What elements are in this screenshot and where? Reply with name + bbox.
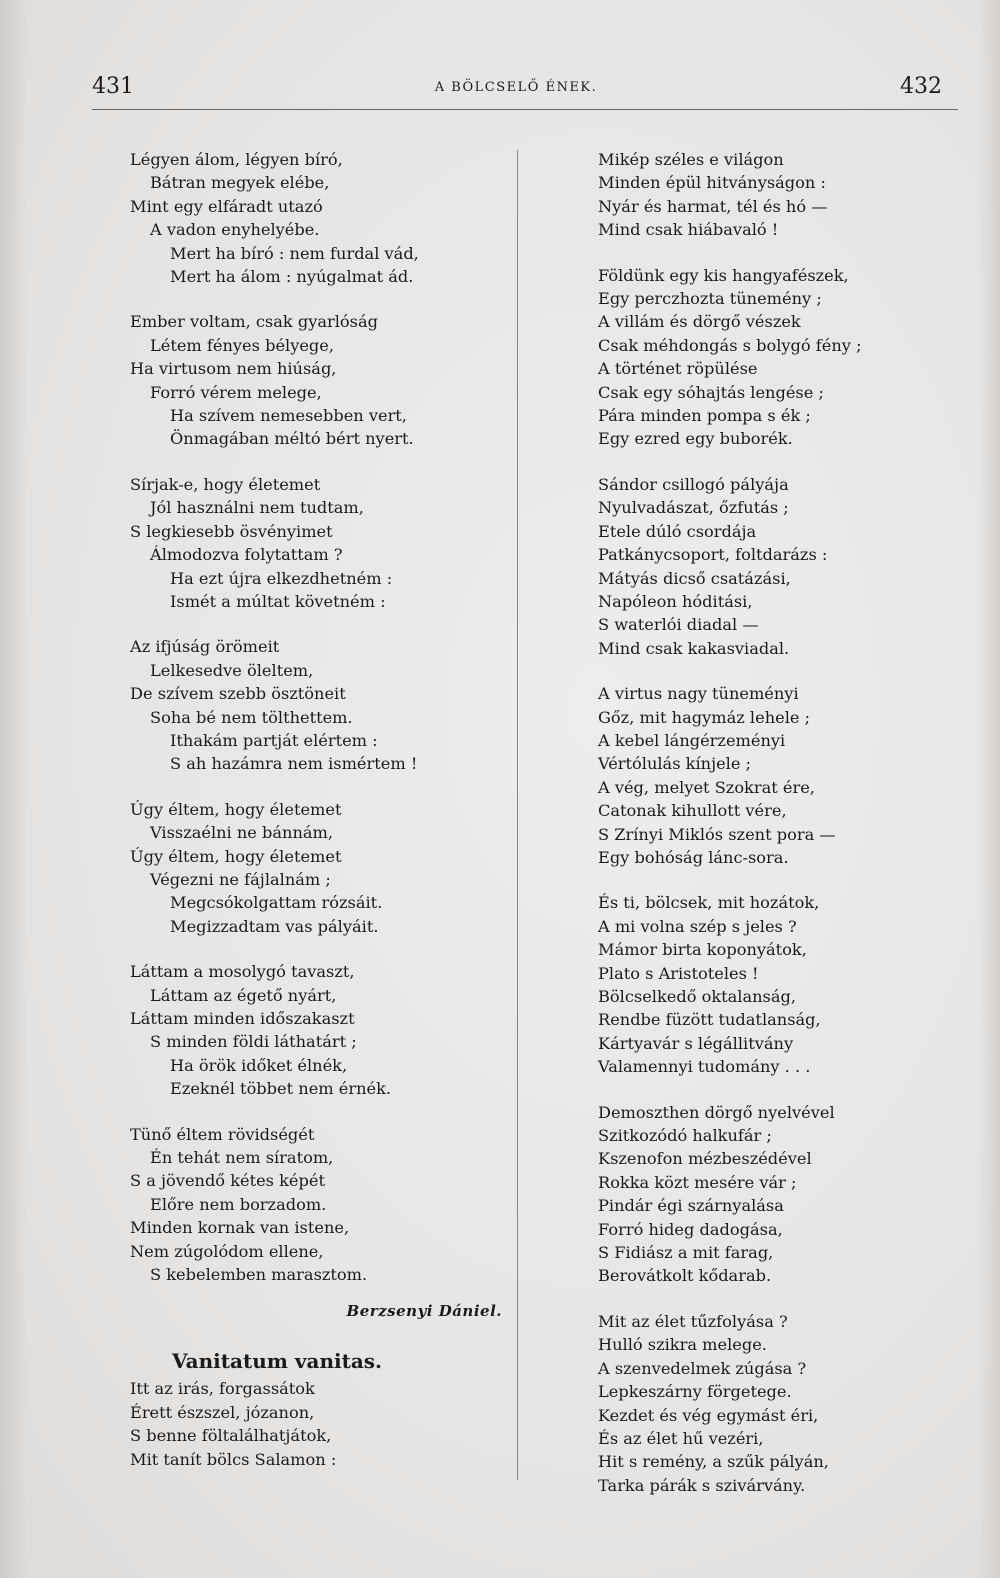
verse-line: Ezeknél többet nem érnék. — [170, 1079, 392, 1099]
stanza — [130, 473, 510, 613]
verse-line: Tünő éltem rövidségét — [130, 1124, 315, 1144]
verse-line: Mint egy elfáradt utazó — [130, 196, 323, 216]
verse-line: S waterlói diadal — — [598, 615, 759, 635]
verse-line: Bölcselkedő oktalanság, — [598, 987, 797, 1006]
verse-line: Önmagában méltó bért nyert. — [170, 429, 414, 449]
verse-line: Forró vérem melege, — [150, 382, 322, 402]
verse-line: Az ifjúság örömeit — [130, 637, 280, 657]
verse-line: Egy ezred egy buborék. — [598, 429, 793, 449]
stanza — [598, 473, 978, 660]
stanza — [598, 148, 978, 242]
verse-line: Itt az irás, forgassátok — [130, 1379, 315, 1399]
verse-line: Vértólulás kínjele ; — [598, 754, 752, 774]
verse-line: Mátyás dicső csatázási, — [598, 568, 791, 588]
verse-line: Mert ha álom : nyúgalmat ád. — [170, 267, 414, 287]
stanza — [130, 1377, 510, 1471]
verse-line: Szitkozódó halkufár ; — [598, 1126, 772, 1146]
verse-line: Mit tanít bölcs Salamon : — [130, 1449, 337, 1469]
verse-line: Csak egy sóhajtás lengése ; — [598, 382, 824, 402]
right-column — [598, 148, 978, 1519]
header-rule — [92, 109, 958, 110]
verse-line: Lepkeszárny förgetege. — [598, 1382, 792, 1402]
stanza — [598, 891, 978, 1078]
poem-title: Vanitatum vanitas. — [172, 1348, 383, 1373]
verse-line: S benne föltalálhatjátok, — [130, 1426, 332, 1446]
verse-line: Láttam az égető nyárt, — [150, 985, 337, 1005]
stanza — [598, 1310, 978, 1497]
verse-line: Tarka párák s szivárvány. — [598, 1475, 806, 1495]
verse-line: Álmodozva folytattam ? — [150, 545, 343, 565]
verse-line: Mert ha bíró : nem furdal vád, — [170, 243, 419, 263]
verse-line: Pindár égi szárnyalása — [598, 1196, 784, 1216]
stanza — [130, 148, 510, 288]
verse-line: És ti, bölcsek, mit hozátok, — [598, 893, 820, 913]
column-divider — [517, 150, 518, 1480]
author-signature: Berzsenyi Dániel. — [346, 1302, 502, 1321]
verse-line: Minden kornak van istene, — [130, 1218, 350, 1238]
verse-line: Mámor birta koponyátok, — [598, 940, 807, 960]
stanza — [598, 682, 978, 869]
verse-line: Létem fényes bélyege, — [150, 335, 335, 355]
verse-line: Ithakám partját elértem : — [170, 730, 378, 750]
verse-line: Légyen álom, légyen bíró, — [130, 150, 343, 169]
verse-line: Sándor csillogó pályája — [598, 474, 789, 494]
verse-line: S legkiesebb ösvényimet — [130, 521, 333, 541]
verse-line: Napóleon hóditási, — [598, 591, 753, 611]
verse-line: Nyár és harmat, tél és hó — — [598, 196, 828, 216]
verse-line: Érett észszel, józanon, — [130, 1402, 315, 1422]
verse-line: Lelkesedve öleltem, — [150, 660, 314, 680]
stanza — [598, 1101, 978, 1288]
verse-line: Csak méhdongás s bolygó fény ; — [598, 335, 862, 355]
verse-line: Előre nem borzadom. — [150, 1194, 327, 1214]
verse-line: Úgy éltem, hogy életemet — [130, 799, 342, 819]
verse-line: Mind csak kakasviadal. — [598, 638, 790, 658]
verse-line: Gőz, mit hagymáz lehele ; — [598, 707, 811, 727]
verse-line: Mikép széles e világon — [598, 150, 784, 169]
running-title: A BÖLCSELŐ ÉNEK. — [434, 80, 598, 95]
verse-line: S a jövendő kétes képét — [130, 1171, 325, 1191]
verse-line: Forró hideg dadogása, — [598, 1219, 783, 1239]
verse-line: Végezni ne fájlalnám ; — [150, 869, 331, 889]
verse-line: Mind csak hiábavaló ! — [598, 220, 779, 240]
verse-line: Sírjak-e, hogy életemet — [130, 474, 321, 494]
verse-line: Etele dúló csordája — [598, 521, 757, 541]
verse-line: Rendbe füzött tudatlanság, — [598, 1010, 821, 1030]
verse-line: De szívem szebb ösztöneit — [130, 684, 346, 704]
verse-line: És az élet hű vezéri, — [598, 1428, 764, 1448]
verse-line: S kebelemben marasztom. — [150, 1265, 368, 1285]
verse-line: Plato s Aristoteles ! — [598, 963, 759, 983]
verse-line: Patkánycsoport, foltdarázs : — [598, 545, 828, 565]
verse-line: A kebel lángérzeményi — [598, 730, 786, 750]
verse-line: S Fidiász a mit farag, — [598, 1243, 774, 1263]
page-edge-shadow-right — [978, 0, 1000, 1578]
verse-line: Úgy éltem, hogy életemet — [130, 846, 342, 866]
verse-line: Pára minden pompa s ék ; — [598, 406, 811, 426]
verse-line: S minden földi láthatárt ; — [150, 1032, 357, 1052]
verse-line: Soha bé nem tölthettem. — [150, 707, 353, 727]
verse-line: Kezdet és vég egymást éri, — [598, 1405, 819, 1425]
verse-line: Jól használni nem tudtam, — [150, 498, 364, 518]
verse-line: A történet röpülése — [598, 359, 758, 379]
verse-line: A mi volna szép s jeles ? — [598, 916, 797, 936]
verse-line: Földünk egy kis hangyafészek, — [598, 265, 849, 285]
verse-line: Mit az élet tűzfolyása ? — [598, 1311, 788, 1331]
verse-line: A szenvedelmek zúgása ? — [598, 1358, 807, 1378]
left-page-number: 431 — [92, 74, 134, 99]
verse-line: Megizzadtam vas pályáit. — [170, 916, 379, 936]
verse-line: Kszenofon mézbeszédével — [598, 1149, 812, 1169]
verse-line: Egy perczhozta tünemény ; — [598, 289, 822, 309]
verse-line: Valamennyi tudomány . . . — [598, 1057, 811, 1077]
verse-line: Én tehát nem síratom, — [150, 1148, 334, 1168]
verse-line: Rokka közt mesére vár ; — [598, 1172, 797, 1192]
verse-line: Ha szívem nemesebben vert, — [170, 406, 407, 426]
stanza — [130, 960, 510, 1100]
verse-line: Ha örök időket élnék, — [170, 1055, 348, 1075]
verse-line: A virtus nagy tüneményi — [598, 684, 799, 704]
right-page-number: 432 — [900, 74, 942, 99]
left-column — [130, 148, 510, 1493]
verse-line: Visszaélni ne bánnám, — [150, 823, 334, 843]
verse-line: Láttam a mosolygó tavaszt, — [130, 962, 355, 982]
verse-line: Hit s remény, a szűk pályán, — [598, 1452, 829, 1472]
verse-line: Berovátkolt kődarab. — [598, 1266, 772, 1286]
verse-line: Ember voltam, csak gyarlóság — [130, 312, 378, 332]
verse-line: Demoszthen dörgő nyelvével — [598, 1102, 835, 1122]
stanza — [598, 264, 978, 451]
stanza — [130, 635, 510, 775]
verse-line: Bátran megyek elébe, — [150, 173, 330, 193]
verse-line: Ha ezt újra elkezdhetném : — [170, 568, 393, 588]
stanza — [130, 798, 510, 938]
running-header — [86, 72, 946, 112]
verse-line: Nem zúgolódom ellene, — [130, 1241, 324, 1261]
verse-line: A vadon enyhelyébe. — [150, 220, 320, 240]
verse-line: Catonak kihullott vére, — [598, 801, 787, 821]
verse-line: Egy bohóság lánc-sora. — [598, 847, 789, 867]
verse-line: Hulló szikra melege. — [598, 1335, 767, 1355]
verse-line: S ah hazámra nem ismértem ! — [170, 754, 418, 774]
verse-line: Kártyavár s légállitvány — [598, 1033, 794, 1053]
verse-line: Láttam minden időszakaszt — [130, 1009, 355, 1028]
verse-line: Ha virtusom nem hiúság, — [130, 359, 337, 379]
stanza — [130, 310, 510, 450]
verse-line: A vég, melyet Szokrat ére, — [598, 777, 815, 797]
verse-line: Megcsókolgattam rózsáit. — [170, 893, 383, 913]
verse-line: Ismét a múltat követném : — [170, 591, 386, 611]
stanza — [130, 1123, 510, 1287]
verse-line: S Zrínyi Miklós szent pora — — [598, 824, 836, 844]
verse-line: A villám és dörgő vészek — [598, 312, 801, 332]
verse-line: Nyulvadászat, őzfutás ; — [598, 498, 789, 518]
verse-line: Minden épül hitványságon : — [598, 173, 826, 193]
page-edge-shadow-left — [0, 0, 28, 1578]
